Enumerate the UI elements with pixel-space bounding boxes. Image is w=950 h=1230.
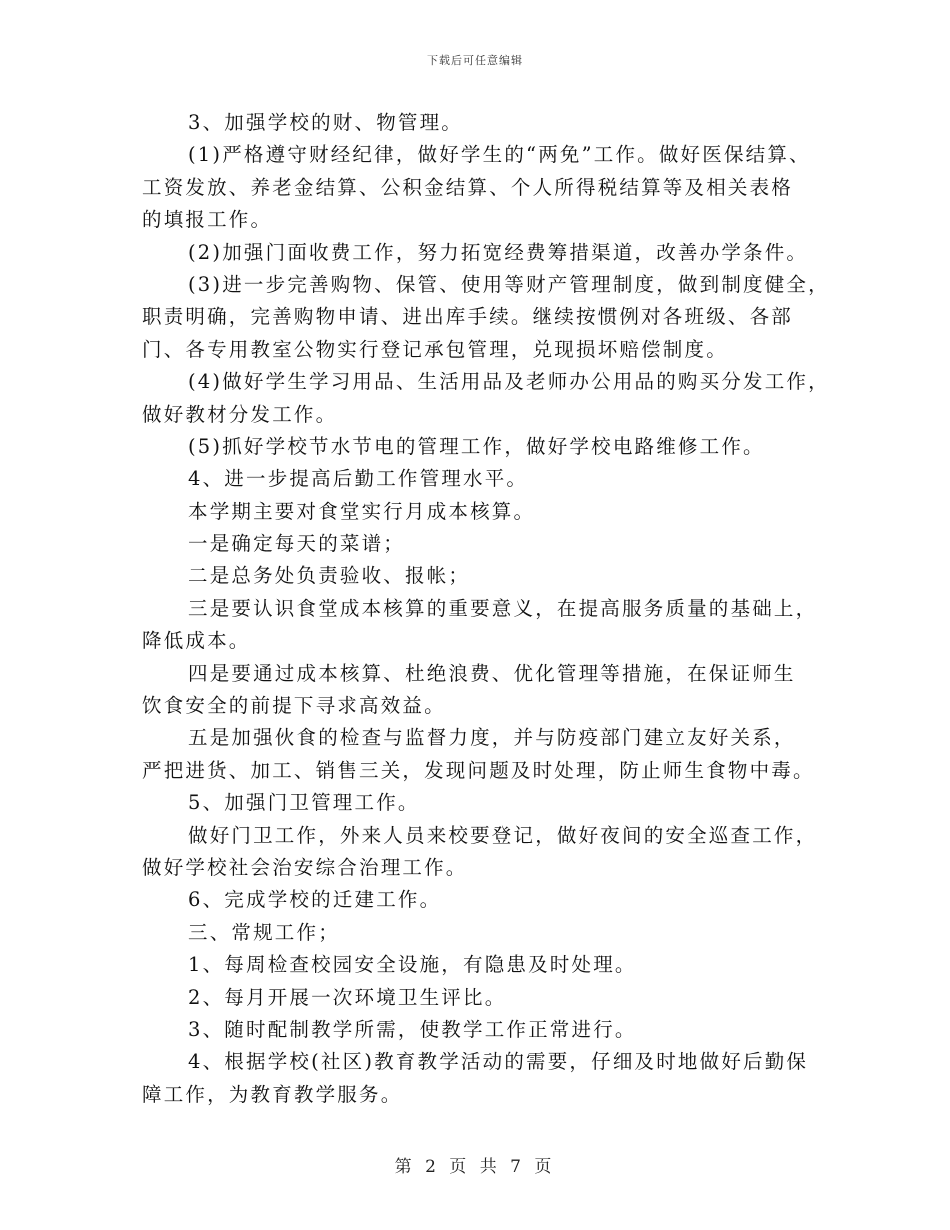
paragraph-line: 本学期主要对食堂实行月成本核算。 (188, 499, 536, 523)
paragraph-line: 四是要通过成本核算、杜绝浪费、优化管理等措施，在保证师生 (188, 661, 796, 685)
paragraph-line: 4、进一步提高后勤工作管理水平。 (188, 467, 529, 491)
paragraph-line: 6、完成学校的迁建工作。 (188, 888, 442, 912)
document-body (142, 107, 830, 1111)
page-header: 下载后可任意编辑 (427, 54, 523, 67)
paragraph-line: 做好教材分发工作。 (142, 402, 338, 426)
paragraph-line: (5)抓好学校节水节电的管理工作，做好学校电路维修工作。 (188, 434, 765, 458)
paragraph-line: (3)进一步完善购物、保管、使用等财产管理制度，做到制度健全， (188, 272, 830, 296)
paragraph-line: 做好学校社会治安综合治理工作。 (142, 855, 468, 879)
paragraph-line: 1、每周检查校园安全设施，有隐患及时处理。 (188, 953, 637, 977)
paragraph-line: 工资发放、养老金结算、公积金结算、个人所得税结算等及相关表格 (142, 175, 794, 199)
paragraph-line: 二是总务处负责验收、报帐； (188, 564, 471, 588)
paragraph-line: 4、根据学校(社区)教育教学活动的需要，仔细及时地做好后勤保 (188, 1050, 809, 1074)
paragraph-line: (2)加强门面收费工作，努力拓宽经费筹措渠道，改善办学条件。 (188, 240, 809, 264)
paragraph-line: 降低成本。 (142, 629, 251, 653)
paragraph-line: 障工作，为教育教学服务。 (142, 1082, 403, 1106)
paragraph-line: 3、加强学校的财、物管理。 (188, 111, 464, 134)
paragraph-line: 职责明确，完善购物申请、进出库手续。继续按惯例对各班级、各部 (142, 305, 794, 329)
paragraph-line: (1)严格遵守财经纪律，做好学生的“两免”工作。做好医保结算、 (188, 143, 811, 167)
paragraph-line: (4)做好学生学习用品、生活用品及老师办公用品的购买分发工作， (188, 370, 830, 394)
paragraph-line: 3、随时配制教学所需，使教学工作正常进行。 (188, 1017, 637, 1041)
paragraph-line: 三是要认识食堂成本核算的重要意义，在提高服务质量的基础上， (188, 596, 818, 620)
paragraph-line: 5、加强门卫管理工作。 (188, 791, 420, 815)
paragraph-line: 门、各专用教室公物实行登记承包管理，兑现损坏赔偿制度。 (142, 337, 728, 361)
paragraph-line: 2、每月开展一次环境卫生评比。 (188, 985, 507, 1009)
paragraph-line: 饮食安全的前提下寻求高效益。 (142, 694, 446, 718)
paragraph-line: 严把进货、加工、销售三关，发现问题及时处理，防止师生食物中毒。 (142, 758, 815, 782)
paragraph-line: 三、常规工作； (188, 920, 340, 944)
paragraph-line: 做好门卫工作，外来人员来校要登记，做好夜间的安全巡查工作， (188, 823, 818, 847)
paragraph-line: 的填报工作。 (142, 208, 273, 232)
paragraph-line: 一是确定每天的菜谱； (188, 532, 406, 556)
page-number: 第 2 页 共 7 页 (394, 1157, 556, 1177)
paragraph-line: 五是加强伙食的检查与监督力度，并与防疫部门建立友好关系， (188, 726, 796, 750)
